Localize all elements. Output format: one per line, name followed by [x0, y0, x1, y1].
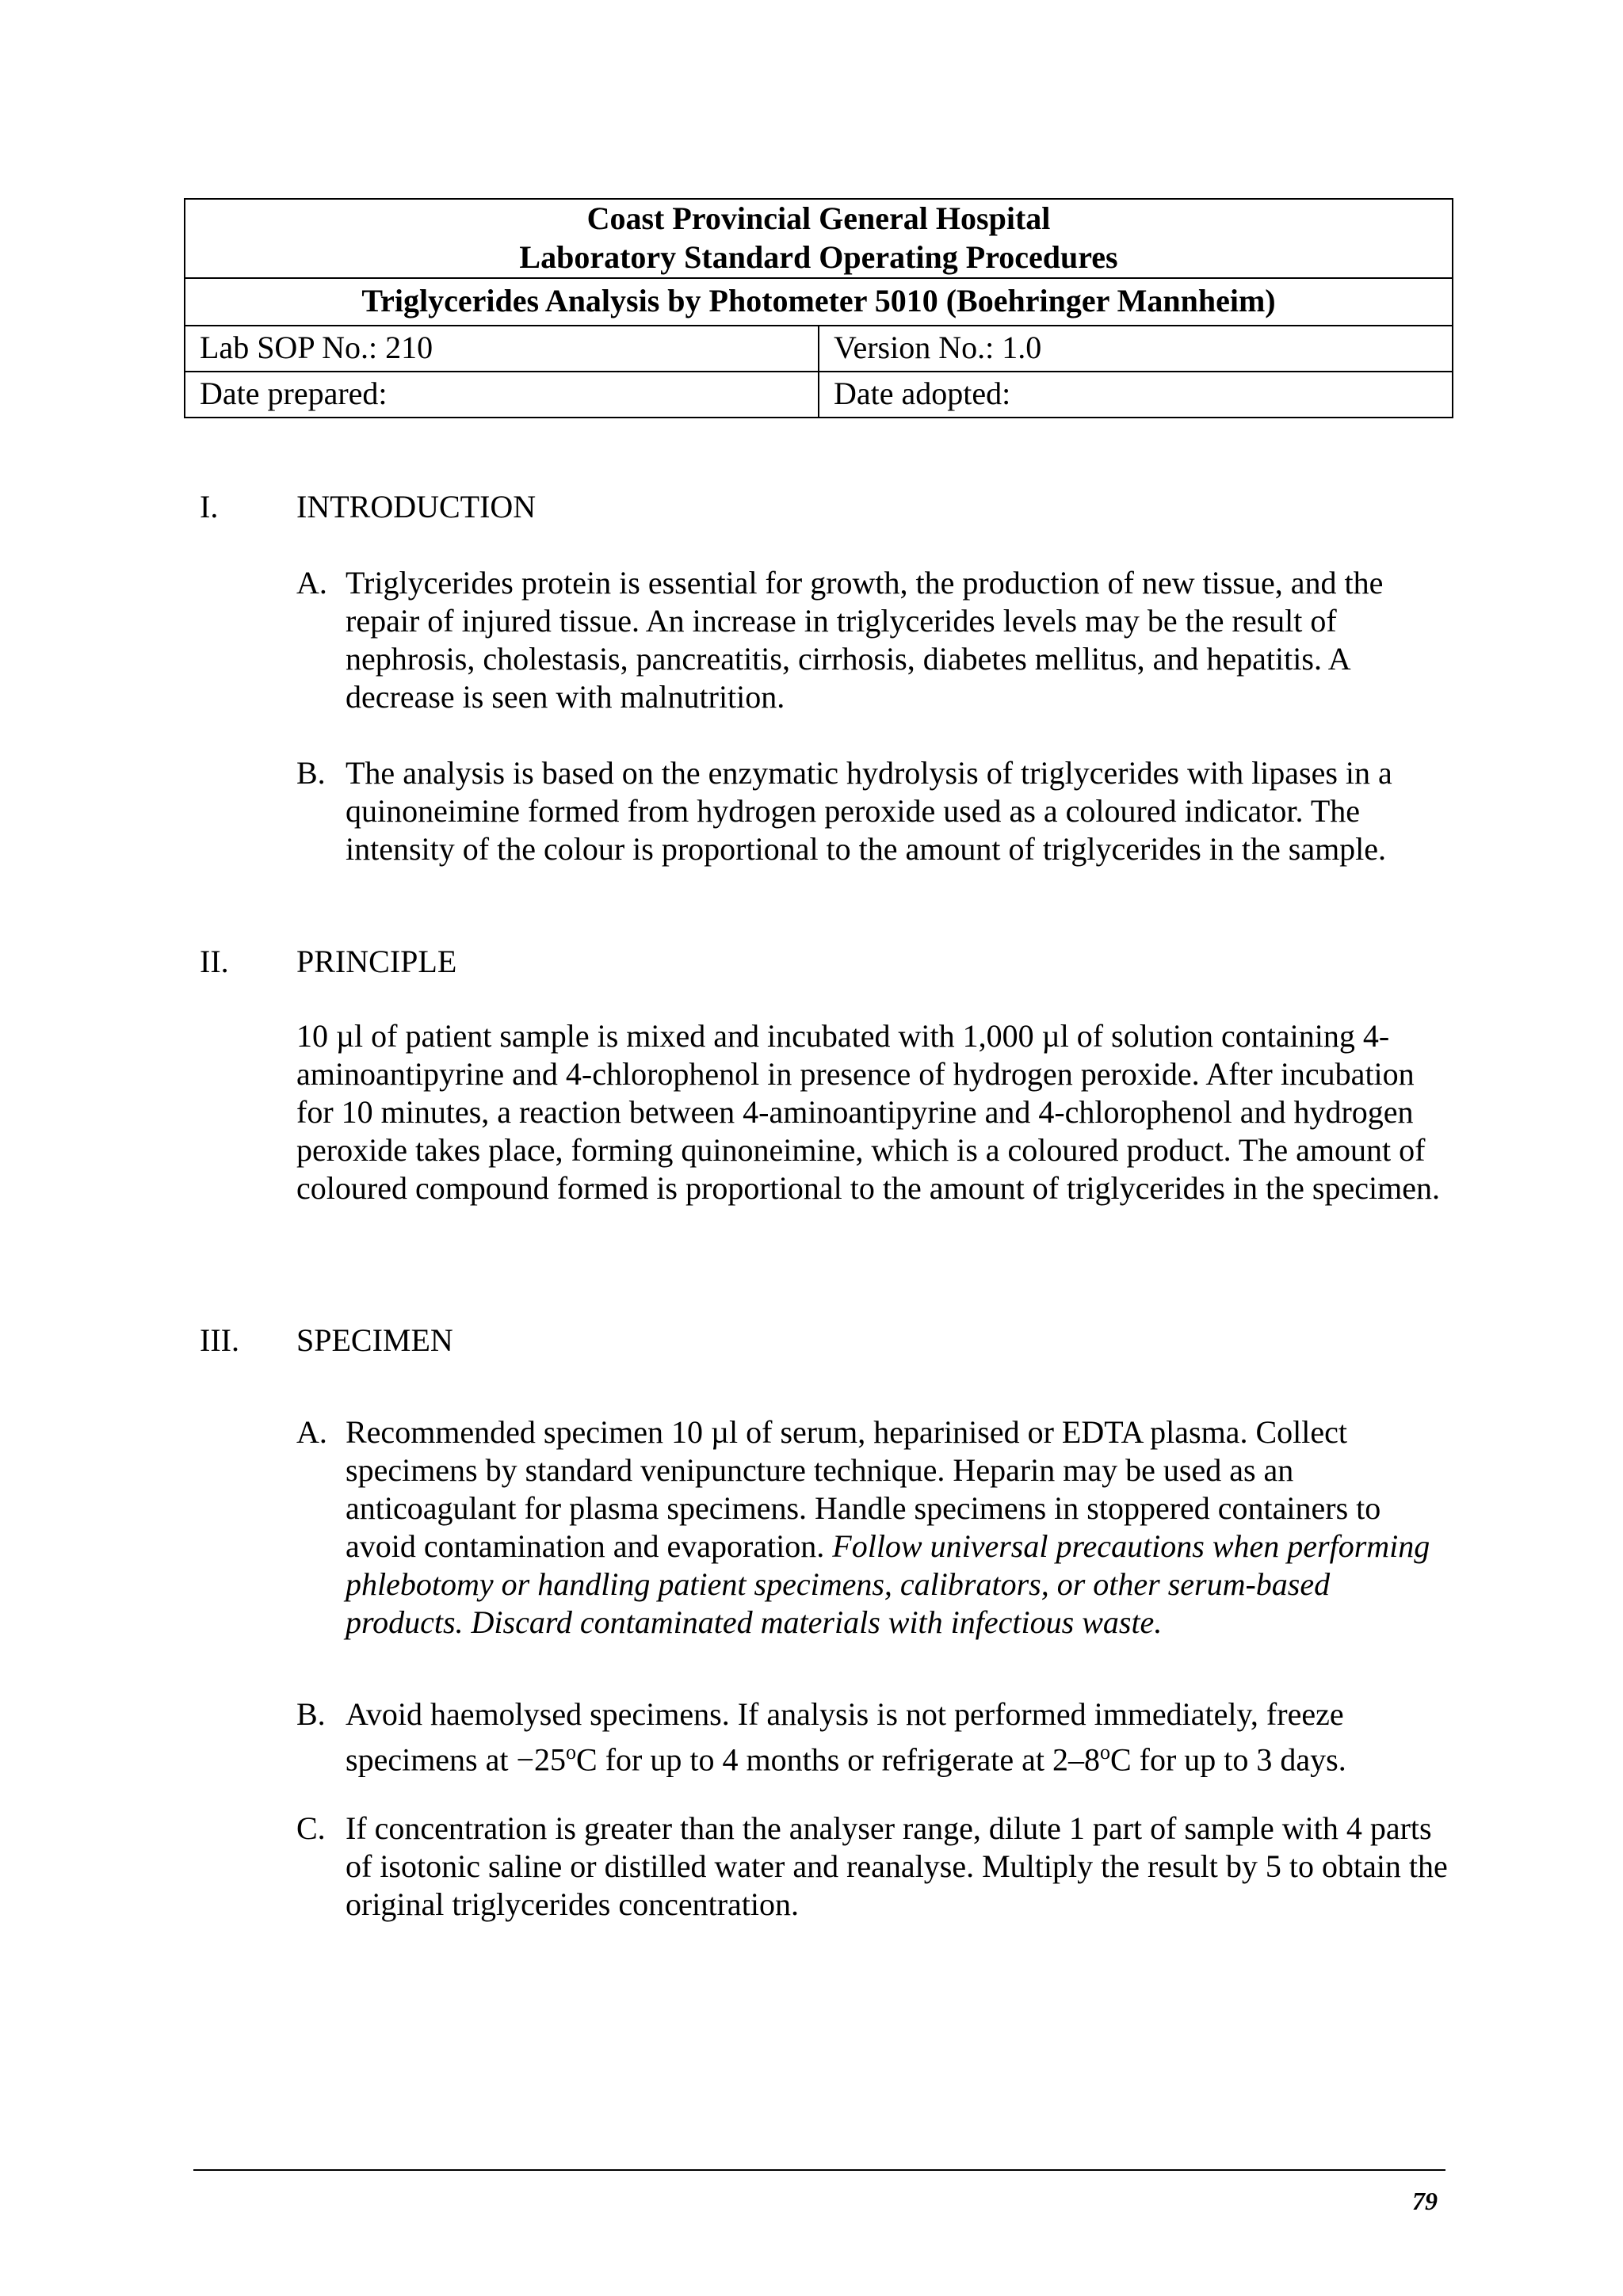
item-text: The analysis is based on the enzymatic hydrolysis of triglycerides with lipases in a quinoneimine formed from hydrogen peroxide used as a coloured indicator. The intensity of the colour is proportional to the amount of triglycerides in the sample. — [346, 755, 1392, 867]
section-numeral: III. — [200, 1322, 239, 1358]
page-number: 79 — [1412, 2187, 1438, 2215]
item-text-part: C for up to 3 days. — [1109, 1741, 1346, 1778]
degree-superscript: o — [566, 1741, 577, 1764]
item-letter: A. — [296, 565, 327, 601]
organization-name: Coast Provincial General Hospital — [586, 200, 1051, 236]
degree-superscript: o — [1099, 1741, 1110, 1764]
sop-number: Lab SOP No.: 210 — [185, 326, 819, 372]
item-text — [346, 1695, 1453, 1779]
footer-divider — [193, 2169, 1445, 2171]
item-letter: B. — [296, 755, 326, 791]
universal-precautions-note: Follow universal precautions when performing phlebotomy or handling patient specimens, calibrators, or other serum-based products. Discard contaminated materials with infectious waste. — [346, 1528, 1430, 1640]
item-letter: A. — [296, 1414, 327, 1450]
item-text: Triglycerides protein is essential for growth, the production of new tissue, and the repair of injured tissue. An increase in triglycerides levels may be the result of nephrosis, cholestasis, pancreatitis, cirrhosis, diabetes mellitus, and hepatitis. A decrease is seen with malnutrition. — [346, 565, 1384, 715]
specimen-item-c — [296, 1810, 1453, 1924]
item-letter: C. — [296, 1810, 326, 1846]
item-text-regular: Recommended specimen 10 µl of serum, heparinised or EDTA plasma. Collect specimens by standard venipuncture technique. Heparin may be used as an anticoagulant for plasma specimens. Handle specimens in stoppered containers to avoid contamination and evaporation. — [346, 1414, 1381, 1564]
introduction-item-a — [296, 564, 1453, 716]
item-letter: B. — [296, 1696, 326, 1732]
item-text: If concentration is greater than the analyser range, dilute 1 part of sample with 4 parts of isotonic saline or distilled water and reanalyse. Multiply the result by 5 to obtain the original triglycerides concentration. — [346, 1810, 1448, 1922]
section-title: PRINCIPLE — [296, 944, 457, 979]
item-text-part: Avoid haemolysed specimens. If analysis is not performed immediately, freeze specimens at −25 — [346, 1696, 1344, 1778]
principle-paragraph: 10 µl of patient sample is mixed and incubated with 1,000 µl of solution containing 4-aminoantipyrine and 4-chlorophenol in presence of hydrogen peroxide. After incubation for 10 minutes, a reaction between 4-aminoantipyrine and 4-chlorophenol and hydrogen peroxide takes place, forming quinoneimine, which is a coloured product. The amount of coloured compound formed is proportional to the amount of triglycerides in the specimen. — [296, 1018, 1440, 1206]
section-numeral: II. — [200, 944, 229, 979]
item-text-part: C for up to 4 months or refrigerate at 2–8 — [576, 1741, 1100, 1778]
version-number: Version No.: 1.0 — [819, 326, 1453, 372]
sop-header-table — [184, 198, 1453, 418]
date-adopted: Date adopted: — [819, 372, 1453, 418]
section-title: SPECIMEN — [296, 1322, 453, 1358]
section-title: INTRODUCTION — [296, 489, 537, 524]
specimen-item-b — [296, 1695, 1453, 1779]
section-numeral: I. — [200, 489, 219, 524]
item-text — [346, 1413, 1453, 1642]
specimen-item-a — [296, 1413, 1453, 1642]
introduction-item-b — [296, 754, 1453, 868]
procedure-title: Triglycerides Analysis by Photometer 5010 (Boehringer Mannheim) — [185, 278, 1453, 326]
organization-cell — [185, 199, 1453, 278]
date-prepared: Date prepared: — [185, 372, 819, 418]
document-series: Laboratory Standard Operating Procedures — [519, 238, 1118, 275]
